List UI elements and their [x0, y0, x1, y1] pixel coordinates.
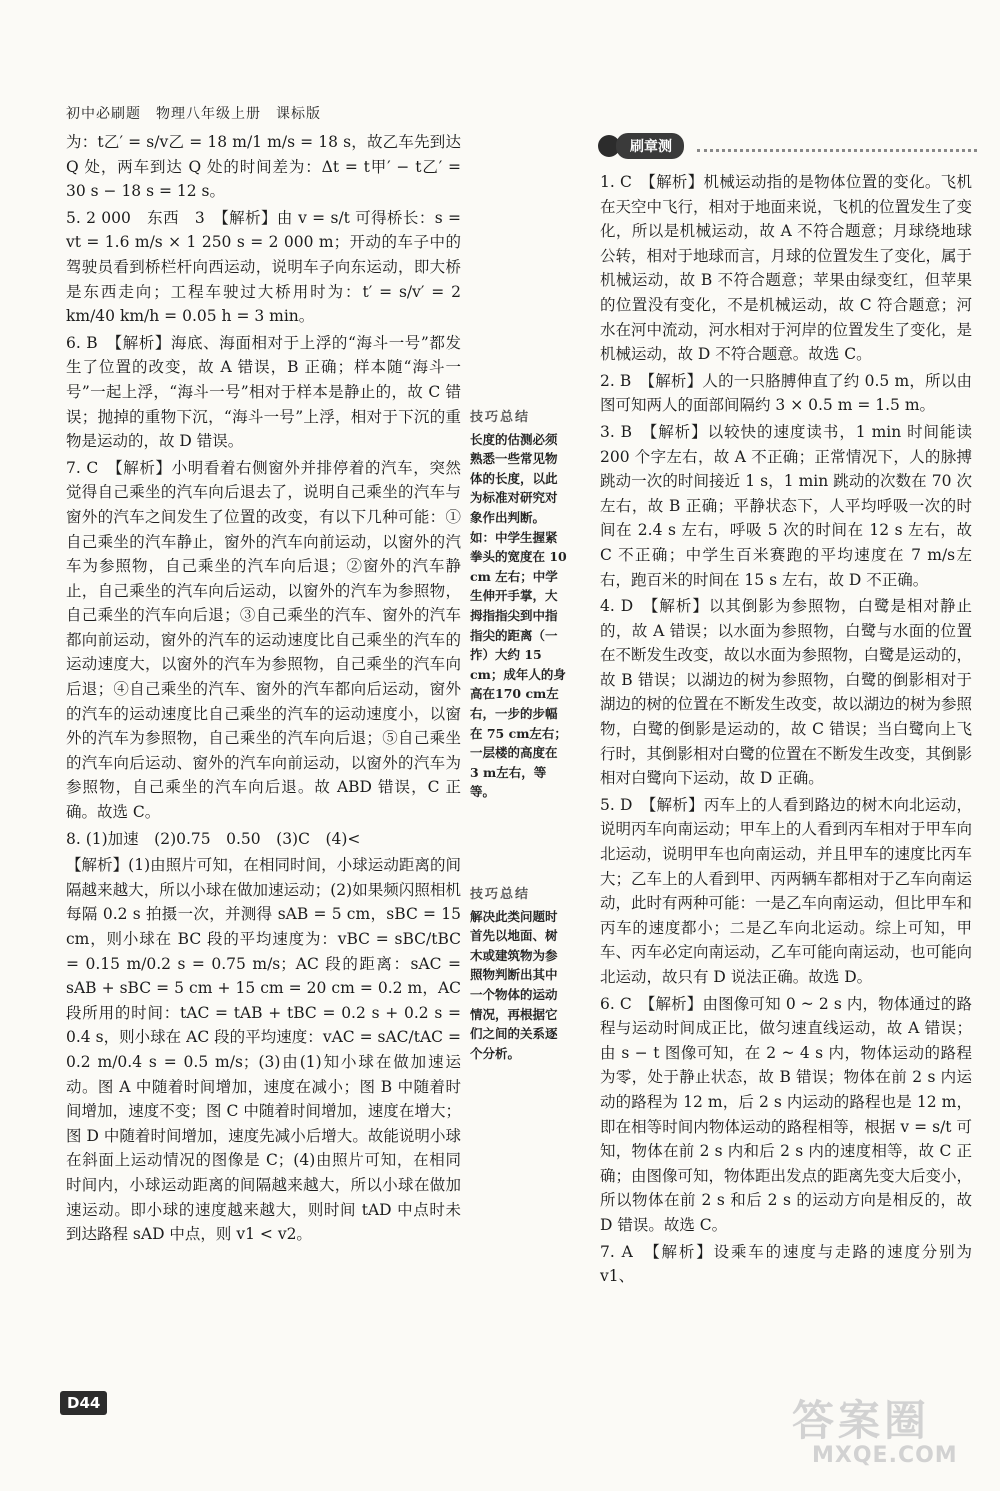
- page-header: 初中必刷题 物理八年级上册 课标版: [66, 106, 321, 122]
- dotted-divider: [697, 149, 977, 152]
- answer-4-continued: 为：t乙′ = s/v乙 = 18 m/1 m/s = 18 s，故乙车先到达 Q 处，两车到达 Q 处的时间差为：Δt = t甲′ − t乙′ = 30 s − 18 s = 12 s。: [66, 133, 461, 201]
- answer-8-explanation: 【解析】(1)由照片可知，在相同时间，小球运动距离的间隔越来越大，所以小球在做加速运动；(2)如果频闪照相机每隔 0.2 s 拍摄一次，并测得 sAB = 5 cm，sBC = 15 cm，则小球在 BC 段的平均速度为：vBC = sBC/tBC = 0.15 m/0.2 s = 0.75 m/s；AC 段的距离：sAC = sAB + sBC = 5 cm + 15 cm = 20 cm = 0.2 m，AC 段所用的时间：tAC = tAB + tBC = 0.2 s + 0.2 s = 0.4 s，则小球在 AC 段的平均速度：vAC = sAC/tAC = 0.2 m/0.4 s = 0.5 m/s；(3)由(1)知小球在做加速运动。图 A 中随着时间增加，速度在减小；图 B 中随着时间增加，速度不变；图 C 中随着时间增加，速度在增大；图 D 中随着时间增加，速度先减小后增大。故能说明小球在斜面上运动情况的图像是 C；(4)由照片可知，在相同时间内，小球运动距离的间隔越来越大，所以小球在做加速运动。即小球的速度越来越大，则时间 tAD 中点时未到达路程 sAD 中点，则 v1 < v2。: [66, 856, 461, 1244]
- answer-5: 5. 2 000 东西 3 【解析】由 v = s/t 可得桥长：s = vt = 1.6 m/s × 1 250 s = 2 000 m；开动的车子中的驾驶员看到桥栏杆向西运动，说明车子向东运动，即大桥是东西走向；工程车驶过大桥用时为：t′ = s/v′ = 2 km/40 km/h = 0.05 h = 3 min。: [66, 208, 461, 326]
- tip-title: 技巧总结: [470, 410, 531, 425]
- watermark-title: 答案圈: [792, 1396, 931, 1445]
- chapter-answer-1: 1. C 【解析】机械运动指的是物体位置的变化。飞机在天空中飞行，相对于地面来说，飞机的位置发生了变化，所以是机械运动，故 A 不符合题意；月球绕地球公转，相对于地球而言，月球的位置发生了变化，属于机械运动，故 B 不符合题意；苹果由绿变红，但苹果的位置没有变化，不是机械运动，故 C 符合题意；河水在河中流动，河水相对于河岸的位置发生了变化，是机械运动，故 D 不符合题意。故选 C。: [600, 173, 973, 364]
- left-column: [66, 130, 461, 1249]
- watermark-url: MXQE.COM: [812, 1443, 958, 1468]
- chapter-answer-5: 5. D 【解析】丙车上的人看到路边的树木向北运动，说明丙车向南运动；甲车上的人看到丙车相对于甲车向北运动，说明甲车也向南运动，并且甲车的速度比丙车大；乙车上的人看到甲、丙两辆车都相对于乙车向南运动，此时有两种可能：一是乙车向南运动，但比甲车和丙车的速度都小；二是乙车向北运动。综上可知，甲车、丙车必定向南运动，乙车可能向南运动，也可能向北运动，故只有 D 说法正确。故选 D。: [600, 795, 973, 986]
- tip-text: 长度的估测必须熟悉一些常见物体的长度，以此为标准对研究对象作出判断。如：中学生握紧拳头的宽度在 10 cm 左右；中学生伸开手掌，大拇指指尖到中指指尖的距离（一拃）大约 15 cm；成年人的身高在170 cm左右，一步的步幅在 75 cm左右；一层楼的高度在 3 m左右，等等。: [470, 431, 567, 800]
- chapter-answer-3: 3. B 【解析】以较快的速度读书，1 min 时间能读 200 个字左右，故 A 不正确；正常情况下，人的脉搏跳动一次的时间接近 1 s，1 min 跳动的次数在 70 次左右，故 B 正确；平静状态下，人平均呼吸一次的时间在 2.4 s 左右，呼吸 5 次的时间在 12 s 左右，故 C 不正确；中学生百米赛跑的平均速度在 7 m/s左右，跑百米的时间在 15 s 左右，故 D 不正确。: [600, 422, 972, 589]
- watermark-logo: [792, 1398, 982, 1468]
- tip-text: 解决此类问题时首先以地面、树木或建筑物为参照物判断出其中一个物体的运动情况，再根据它们之间的关系逐个分析。: [470, 908, 558, 1061]
- section-badge: [598, 133, 684, 159]
- chapter-answer-2: 2. B 【解析】人的一只胳膊伸直了约 0.5 m，所以由图可知两人的面部间隔约 3 × 0.5 m = 1.5 m。: [600, 371, 972, 415]
- tip-box-1: [470, 408, 568, 802]
- section-title: 刷章测: [616, 133, 684, 159]
- chapter-answer-6: 6. C 【解析】由图像可知 0 ~ 2 s 内，物体通过的路程与运动时间成正比，做匀速直线运动，故 A 错误；由 s − t 图像可知，在 2 ~ 4 s 内，物体运动的路程为零，处于静止状态，故 B 错误；物体在前 2 s 内运动的路程为 12 m，后 2 s 内运动的路程也是 12 m，即在相等时间内物体运动的路程相等，根据 v = s/t 可知，物体在前 2 s 内和后 2 s 内的速度相等，故 C 正确；由图像可知，物体距出发点的距离先变大后变小，所以物体在前 2 s 和后 2 s 的运动方向是相反的，故 D 错误。故选 C。: [600, 994, 973, 1234]
- chapter-answer-7: 7. A 【解析】设乘车的速度与走路的速度分别为 v1、: [600, 1242, 972, 1286]
- answer-7: 7. C 【解析】小明看着右侧窗外并排停着的汽车，突然觉得自己乘坐的汽车向后退去了，说明自己乘坐的汽车与窗外的汽车之间发生了位置的改变，有以下几种可能：①自己乘坐的汽车静止，窗外的汽车向前运动，以窗外的汽车为参照物，自己乘坐的汽车向后退；②窗外的汽车静止，自己乘坐的汽车向后运动，以窗外的汽车为参照物，自己乘坐的汽车向后退；③自己乘坐的汽车、窗外的汽车都向前运动，窗外的汽车的运动速度比自己乘坐的汽车的运动速度大，以窗外的汽车为参照物，自己乘坐的汽车向后退；④自己乘坐的汽车、窗外的汽车都向后运动，窗外的汽车的运动速度比自己乘坐的汽车的运动速度小，以窗外的汽车为参照物，自己乘坐的汽车向后退；⑤自己乘坐的汽车向后运动、窗外的汽车向前运动，以窗外的汽车为参照物，自己乘坐的汽车向后退。故 ABD 错误，C 正确。故选 C。: [66, 458, 461, 822]
- right-column: [600, 170, 972, 1291]
- answer-6: 6. B 【解析】海底、海面相对于上浮的“海斗一号”都发生了位置的改变，故 A 错误，B 正确；样本随“海斗一号”一起上浮，“海斗一号”相对于样本是静止的，故 C 错误；抛掉的重物下沉，“海斗一号”上浮，相对于下沉的重物是运动的，故 D 错误。: [66, 333, 461, 451]
- answer-8: 8. (1)加速 (2)0.75 0.50 (3)C (4)<: [66, 829, 361, 848]
- tip-box-2: [470, 885, 568, 1063]
- chapter-answer-4: 4. D 【解析】以其倒影为参照物，白鹭是相对静止的，故 A 错误；以水面为参照物，白鹭与水面的位置在不断发生改变，故以水面为参照物，白鹭是运动的，故 B 错误；以湖边的树为参照物，白鹭的倒影相对于湖边的树的位置在不断发生改变，故以湖边的树为参照物，白鹭的倒影是运动的，故 C 错误；当白鹭向上飞行时，其倒影相对白鹭的位置在不断发生改变，其倒影相对白鹭向下运动，故 D 正确。: [600, 597, 973, 788]
- tip-title: 技巧总结: [470, 887, 531, 902]
- page-number: D44: [60, 1391, 107, 1415]
